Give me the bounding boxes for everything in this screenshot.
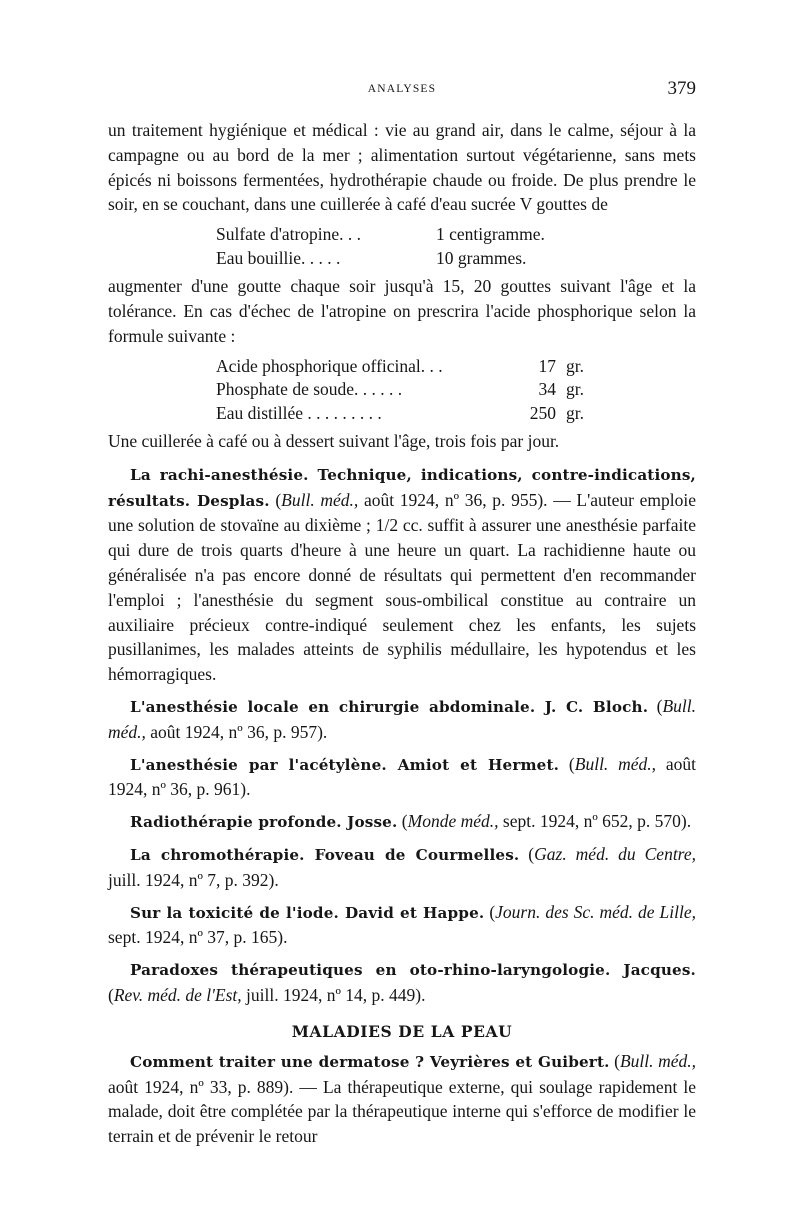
ref-open: (: [275, 489, 282, 510]
abstract-entry-anesthesie-locale: [108, 694, 696, 745]
abstract-entry-iode: [108, 900, 696, 951]
entry-title: Paradoxes thérapeutiques en oto-rhino-laryngologie. Jacques.: [130, 961, 696, 980]
closing-paragraph: Une cuillerée à café ou à dessert suivant l'âge, trois fois par jour.: [108, 431, 560, 452]
ingredient-name: Eau bouillie. . . . .: [216, 247, 341, 268]
entry-title: Radiothérapie profonde. Josse.: [130, 813, 398, 832]
formula-phosphoric: [216, 355, 696, 426]
page-body: [108, 118, 696, 1149]
journal-name: Monde méd.,: [407, 811, 499, 832]
middle-paragraph: augmenter d'une goutte chaque soir jusqu'à 15, 20 gouttes suivant l'âge et la tolérance. En cas d'échec de l'atropine on prescrira l'acide phosphorique selon la formule suivante :: [108, 276, 696, 346]
ref-open: (: [397, 811, 408, 832]
page-number: 379: [667, 78, 696, 99]
running-title: ANALYSES: [367, 83, 437, 95]
abstract-entry-dermatose: [108, 1049, 696, 1149]
formula-row: [216, 378, 696, 402]
journal-name: Gaz. méd. du Centre,: [534, 844, 696, 865]
entry-title: L'anesthésie locale en chirurgie abdominale. J. C. Bloch.: [130, 698, 649, 717]
journal-name: Bull. méd.,: [574, 753, 657, 774]
ref-open: (: [519, 844, 535, 865]
ingredient-unit: gr.: [566, 379, 584, 400]
reference: sept. 1924, nº 652, p. 570).: [498, 811, 692, 832]
reference: sept. 1924, nº 37, p. 165).: [108, 927, 288, 948]
entry-body: — La thérapeutique externe, qui soulage rapidement le malade, doit être complétée par la thérapeutique interne qui s'efforce de modifier le terrain et de prévenir le retour: [108, 1076, 696, 1147]
journal-name: Bull. méd.,: [281, 489, 359, 510]
ref-open: (: [559, 753, 575, 774]
entry-title: La rachi-anesthésie. Technique, indications, contre-indications, résultats. Desplas.: [108, 465, 696, 510]
running-head: [108, 78, 696, 102]
journal-name: Bull. méd.,: [108, 696, 697, 742]
ingredient-name: Phosphate de soude. . . . . .: [216, 379, 403, 400]
ref-open: (: [609, 1050, 620, 1071]
entry-title: L'anesthésie par l'acétylène. Amiot et Hermet.: [130, 755, 560, 774]
abstract-entry-acetylene: [108, 752, 696, 803]
entry-body: — L'auteur emploie une solution de stovaïne au dixième ; 1/2 cc. suffit à assurer une anesthésie parfaite qui dure de trois quarts d'heure à une heure un quart. La rachidienne haute ou généralisée n'a pas encore donné de résultats qui permettent d'en recommander l'emploi ; l'anesthésie du segment sous-ombilical constitue au contraire un auxiliaire précieux contre-indiqué seulement chez les enfants, les sujets pusillanimes, les malades atteints de syphilis médullaire, les hypotendus et les hémorragiques.: [108, 489, 697, 685]
abstract-entry-paradoxes: [108, 957, 696, 1008]
ingredient-unit: gr.: [566, 402, 584, 423]
journal-name: Rev. méd. de l'Est,: [113, 985, 242, 1006]
ingredient-unit: gr.: [566, 355, 584, 376]
ref-open: (: [108, 985, 114, 1006]
intro-paragraph: un traitement hygiénique et médical : vie au grand air, dans le calme, séjour à la campagne ou au bord de la mer ; alimentation surtout végétarienne, sans mets épicés ni boissons fermentées, hydrothérapie chaude ou froide. De plus prendre le soir, en se couchant, dans une cuillerée à café d'eau sucrée V gouttes de: [108, 120, 696, 215]
formula-row: [216, 355, 696, 379]
ingredient-name: Eau distillée . . . . . . . . .: [216, 402, 382, 423]
abstract-entry-rachi-anesthesie: [108, 462, 696, 687]
reference: août 1924, nº 36, p. 961).: [108, 753, 697, 800]
reference: août 1924, nº 33, p. 889).: [108, 1076, 294, 1097]
formula-atropine: [216, 223, 696, 270]
section-heading: MALADIES DE LA PEAU: [291, 1021, 513, 1041]
ingredient-quantity: 17: [538, 355, 556, 376]
ingredient-name: Acide phosphorique officinal. . .: [216, 355, 443, 376]
abstract-entry-radiotherapie: [108, 809, 696, 835]
formula-row: [216, 402, 696, 426]
formula-row: [216, 247, 696, 271]
reference: août 1924, nº 36, p. 957).: [145, 721, 328, 742]
reference: juill. 1924, nº 14, p. 449).: [241, 985, 426, 1006]
entry-title: Comment traiter une dermatose ? Veyrières et Guibert.: [130, 1052, 610, 1071]
ref-open: (: [648, 696, 663, 717]
journal-name: Journ. des Sc. méd. de Lille,: [495, 901, 696, 922]
ingredient-quantity: 34: [538, 379, 556, 400]
journal-name: Bull. méd.,: [619, 1050, 697, 1071]
entry-title: Sur la toxicité de l'iode. David et Happe.: [130, 903, 485, 922]
ingredient-name: Sulfate d'atropine. . .: [216, 224, 362, 245]
reference: août 1924, nº 36, p. 955).: [358, 489, 548, 510]
ingredient-quantity: 1 centigramme.: [436, 224, 545, 245]
abstract-entry-chromotherapie: [108, 842, 696, 893]
ingredient-quantity: 10 grammes.: [436, 247, 527, 268]
formula-row: [216, 223, 696, 247]
reference: juill. 1924, nº 7, p. 392).: [108, 869, 279, 890]
entry-title: La chromothérapie. Foveau de Courmelles.: [130, 846, 520, 865]
ref-open: (: [484, 901, 496, 922]
ingredient-quantity: 250: [529, 402, 556, 423]
